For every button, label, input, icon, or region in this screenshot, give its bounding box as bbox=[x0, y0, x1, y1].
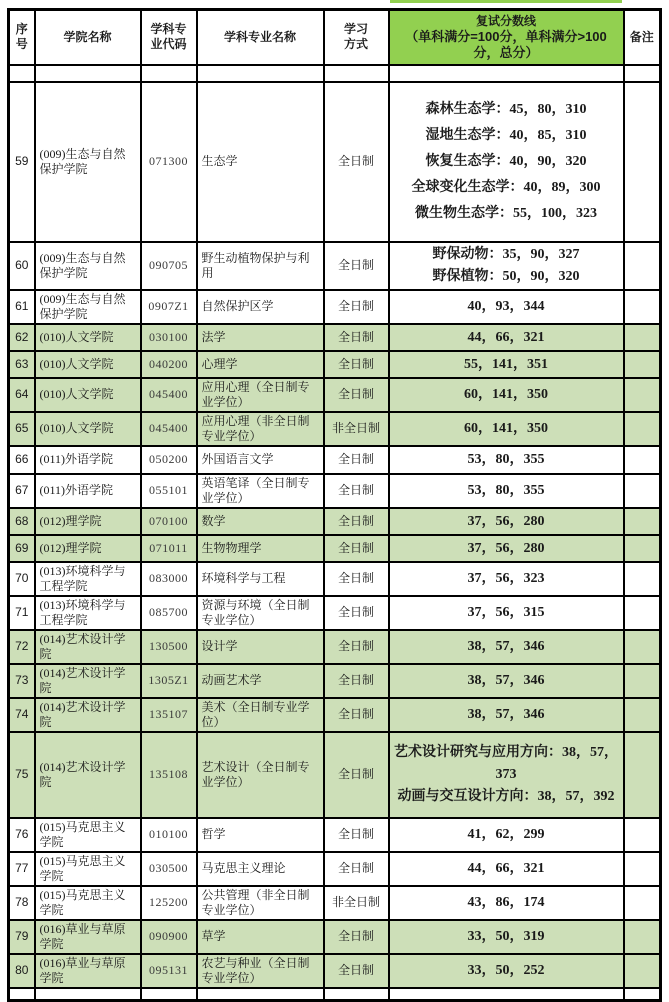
cell-college-name: (010)人文学院 bbox=[35, 412, 141, 446]
table-row bbox=[9, 242, 661, 290]
table-row bbox=[9, 412, 661, 446]
score-line: 湿地生态学：40，85，310 bbox=[425, 127, 587, 143]
score-line: 37，56，315 bbox=[467, 605, 545, 620]
cell-serial: 68 bbox=[9, 508, 35, 535]
score-line: 53，80，355 bbox=[467, 452, 545, 467]
cell-major-name: 野生动植物保护与利用 bbox=[197, 242, 324, 290]
cell-major-code: 055101 bbox=[141, 474, 197, 508]
score-line: 37，56，280 bbox=[467, 513, 545, 529]
cell-college-name: (016)草业与草原学院 bbox=[35, 954, 141, 988]
cell-study-mode bbox=[324, 988, 389, 1001]
cell-serial: 59 bbox=[9, 82, 35, 242]
cell-major-code: 071011 bbox=[141, 535, 197, 562]
cell-remark bbox=[624, 852, 661, 886]
cell-remark bbox=[624, 474, 661, 508]
score-header-title: 复试分数线 bbox=[475, 13, 536, 28]
cell-score-line bbox=[389, 324, 624, 351]
cell-remark bbox=[624, 664, 661, 698]
cell-remark bbox=[624, 988, 661, 1001]
col-header-major bbox=[197, 10, 324, 65]
cell-remark bbox=[624, 596, 661, 630]
cell-major-code: 030100 bbox=[141, 324, 197, 351]
score-line: 41，62，299 bbox=[467, 827, 545, 842]
cell-major-name: 农艺与种业（全日制专业学位） bbox=[197, 954, 324, 988]
cell-major-name: 马克思主义理论 bbox=[197, 852, 324, 886]
cell-major-name: 英语笔译（全日制专业学位） bbox=[197, 474, 324, 508]
score-line: 野保动物：35，90，327 bbox=[432, 246, 580, 262]
cell-remark bbox=[624, 698, 661, 732]
cell-college-name: (014)艺术设计学院 bbox=[35, 630, 141, 664]
header-row bbox=[9, 10, 661, 65]
cell-score-line bbox=[389, 474, 624, 508]
score-line: 全球变化生态学：40，89，300 bbox=[411, 179, 601, 195]
cell-study-mode: 全日制 bbox=[324, 508, 389, 535]
table-row bbox=[9, 630, 661, 664]
cell-major-name: 艺术设计（全日制专业学位） bbox=[197, 732, 324, 818]
cell-college-name: (009)生态与自然保护学院 bbox=[35, 82, 141, 242]
table-row bbox=[9, 290, 661, 324]
score-line: 43，86，174 bbox=[467, 895, 545, 910]
cell-serial: 69 bbox=[9, 535, 35, 562]
col-header-college-label: 学院名称 bbox=[63, 29, 112, 44]
cell-serial: 76 bbox=[9, 818, 35, 852]
cell-remark bbox=[624, 818, 661, 852]
score-line: 60，141，350 bbox=[464, 421, 548, 436]
cell-college-name bbox=[35, 65, 141, 82]
score-line: 森林生态学：45，80，310 bbox=[425, 101, 587, 117]
cell-major-name: 生态学 bbox=[197, 82, 324, 242]
cell-college-name: (014)艺术设计学院 bbox=[35, 698, 141, 732]
cell-score-line bbox=[389, 378, 624, 412]
cell-college-name: (015)马克思主义学院 bbox=[35, 852, 141, 886]
cell-score-line bbox=[389, 65, 624, 82]
cell-study-mode: 全日制 bbox=[324, 562, 389, 596]
cell-major-name: 资源与环境（全日制专业学位） bbox=[197, 596, 324, 630]
col-header-score bbox=[389, 10, 624, 65]
cell-score-line bbox=[389, 535, 624, 562]
cell-score-line bbox=[389, 920, 624, 954]
cell-major-code: 010100 bbox=[141, 818, 197, 852]
col-header-remark-label: 备注 bbox=[629, 29, 654, 44]
cell-serial: 66 bbox=[9, 446, 35, 474]
col-header-college bbox=[35, 10, 141, 65]
cell-score-line bbox=[389, 242, 624, 290]
col-header-code bbox=[141, 10, 197, 65]
cell-score-line bbox=[389, 596, 624, 630]
cell-score-line bbox=[389, 508, 624, 535]
cell-remark bbox=[624, 351, 661, 378]
cropped-row-artifact bbox=[390, 0, 622, 3]
cell-serial: 63 bbox=[9, 351, 35, 378]
cell-study-mode: 全日制 bbox=[324, 698, 389, 732]
cell-major-code: 090900 bbox=[141, 920, 197, 954]
table-row bbox=[9, 446, 661, 474]
cell-major-code bbox=[141, 65, 197, 82]
cell-study-mode: 全日制 bbox=[324, 732, 389, 818]
cell-college-name: (014)艺术设计学院 bbox=[35, 664, 141, 698]
cell-remark bbox=[624, 954, 661, 988]
cell-major-name bbox=[197, 988, 324, 1001]
cell-serial: 70 bbox=[9, 562, 35, 596]
cell-major-name: 生物物理学 bbox=[197, 535, 324, 562]
cell-major-code: 085700 bbox=[141, 596, 197, 630]
cell-serial: 75 bbox=[9, 732, 35, 818]
cell-study-mode: 全日制 bbox=[324, 818, 389, 852]
cell-major-name: 环境科学与工程 bbox=[197, 562, 324, 596]
cell-major-code: 135108 bbox=[141, 732, 197, 818]
table-row bbox=[9, 698, 661, 732]
cell-remark bbox=[624, 535, 661, 562]
cell-serial: 60 bbox=[9, 242, 35, 290]
table-row bbox=[9, 324, 661, 351]
cell-major-name: 哲学 bbox=[197, 818, 324, 852]
score-line: 53，80，355 bbox=[467, 483, 545, 498]
score-line: 37，56，280 bbox=[467, 540, 545, 556]
table-row bbox=[9, 664, 661, 698]
cell-score-line bbox=[389, 351, 624, 378]
cell-major-name: 数学 bbox=[197, 508, 324, 535]
cell-study-mode: 全日制 bbox=[324, 324, 389, 351]
cell-major-code: 045400 bbox=[141, 412, 197, 446]
table-row bbox=[9, 954, 661, 988]
cell-serial: 65 bbox=[9, 412, 35, 446]
table-row bbox=[9, 351, 661, 378]
score-line: 33，50，252 bbox=[467, 963, 545, 978]
col-header-code-label: 学科专业代码 bbox=[150, 22, 187, 52]
cell-study-mode: 全日制 bbox=[324, 351, 389, 378]
score-line: 恢复生态学：40，90，320 bbox=[425, 153, 587, 169]
cell-college-name: (011)外语学院 bbox=[35, 474, 141, 508]
cell-remark bbox=[624, 508, 661, 535]
cell-college-name: (010)人文学院 bbox=[35, 324, 141, 351]
cell-college-name: (014)艺术设计学院 bbox=[35, 732, 141, 818]
score-line: 野保植物：50，90，320 bbox=[432, 268, 580, 284]
cell-serial: 61 bbox=[9, 290, 35, 324]
cell-study-mode: 全日制 bbox=[324, 954, 389, 988]
cell-major-name bbox=[197, 65, 324, 82]
cell-college-name: (009)生态与自然保护学院 bbox=[35, 242, 141, 290]
table-row bbox=[9, 474, 661, 508]
cell-remark bbox=[624, 378, 661, 412]
cell-college-name: (015)马克思主义学院 bbox=[35, 818, 141, 852]
score-line: 40，93，344 bbox=[467, 299, 545, 314]
cell-college-name: (010)人文学院 bbox=[35, 351, 141, 378]
cell-score-line bbox=[389, 562, 624, 596]
col-header-seq bbox=[9, 10, 35, 65]
cell-remark bbox=[624, 82, 661, 242]
cell-college-name: (010)人文学院 bbox=[35, 378, 141, 412]
cell-major-name: 自然保护区学 bbox=[197, 290, 324, 324]
cell-score-line bbox=[389, 886, 624, 920]
cell-major-code: 090705 bbox=[141, 242, 197, 290]
cell-remark bbox=[624, 630, 661, 664]
cell-study-mode: 全日制 bbox=[324, 446, 389, 474]
cell-major-code: 135107 bbox=[141, 698, 197, 732]
cell-serial: 78 bbox=[9, 886, 35, 920]
cell-score-line bbox=[389, 290, 624, 324]
cell-score-line bbox=[389, 664, 624, 698]
cell-major-code: 030500 bbox=[141, 852, 197, 886]
score-line: 动画与交互设计方向：38，57，392 bbox=[397, 788, 615, 804]
cell-serial: 72 bbox=[9, 630, 35, 664]
cell-major-code: 070100 bbox=[141, 508, 197, 535]
cell-study-mode: 非全日制 bbox=[324, 412, 389, 446]
cell-study-mode: 全日制 bbox=[324, 290, 389, 324]
cell-major-code: 125200 bbox=[141, 886, 197, 920]
table-row bbox=[9, 732, 661, 818]
cell-score-line bbox=[389, 446, 624, 474]
table-row bbox=[9, 852, 661, 886]
cell-study-mode: 全日制 bbox=[324, 242, 389, 290]
cell-study-mode: 全日制 bbox=[324, 378, 389, 412]
table-row bbox=[9, 82, 661, 242]
cell-college-name: (015)马克思主义学院 bbox=[35, 886, 141, 920]
cell-college-name: (013)环境科学与工程学院 bbox=[35, 596, 141, 630]
cell-remark bbox=[624, 562, 661, 596]
cell-major-name: 法学 bbox=[197, 324, 324, 351]
table-row bbox=[9, 508, 661, 535]
col-header-major-label: 学科专业名称 bbox=[223, 29, 296, 44]
score-line: 44，66，321 bbox=[467, 861, 545, 876]
table-row bbox=[9, 378, 661, 412]
cell-major-code: 083000 bbox=[141, 562, 197, 596]
cell-major-code: 130500 bbox=[141, 630, 197, 664]
cell-major-name: 心理学 bbox=[197, 351, 324, 378]
table-row bbox=[9, 886, 661, 920]
cell-major-name: 应用心理（非全日制专业学位） bbox=[197, 412, 324, 446]
cell-score-line bbox=[389, 732, 624, 818]
table-row bbox=[9, 535, 661, 562]
cell-serial: 71 bbox=[9, 596, 35, 630]
table-row bbox=[9, 65, 661, 82]
cell-study-mode: 全日制 bbox=[324, 852, 389, 886]
cell-score-line bbox=[389, 852, 624, 886]
cell-study-mode bbox=[324, 65, 389, 82]
cell-remark bbox=[624, 242, 661, 290]
score-line: 60，141，350 bbox=[464, 387, 548, 402]
cell-major-name: 设计学 bbox=[197, 630, 324, 664]
cell-serial: 64 bbox=[9, 378, 35, 412]
cell-major-name: 草学 bbox=[197, 920, 324, 954]
col-header-mode bbox=[324, 10, 389, 65]
cell-college-name: (009)生态与自然保护学院 bbox=[35, 290, 141, 324]
cell-serial: 79 bbox=[9, 920, 35, 954]
col-header-seq-label: 序号 bbox=[15, 22, 28, 52]
cell-major-code: 050200 bbox=[141, 446, 197, 474]
cell-remark bbox=[624, 412, 661, 446]
table-row bbox=[9, 818, 661, 852]
cell-major-code: 040200 bbox=[141, 351, 197, 378]
score-line: 38，57，346 bbox=[467, 673, 545, 688]
cell-serial: 73 bbox=[9, 664, 35, 698]
cell-serial: 62 bbox=[9, 324, 35, 351]
cell-major-name: 应用心理（全日制专业学位） bbox=[197, 378, 324, 412]
cell-study-mode: 全日制 bbox=[324, 920, 389, 954]
cell-study-mode: 非全日制 bbox=[324, 886, 389, 920]
cell-college-name: (011)外语学院 bbox=[35, 446, 141, 474]
score-header-subtitle: （单科满分=100分，单科满分>100分，总分） bbox=[405, 28, 607, 60]
cell-remark bbox=[624, 732, 661, 818]
cell-college-name: (012)理学院 bbox=[35, 535, 141, 562]
cell-remark bbox=[624, 65, 661, 82]
table-row bbox=[9, 988, 661, 1001]
cell-serial: 67 bbox=[9, 474, 35, 508]
cell-major-name: 美术（全日制专业学位） bbox=[197, 698, 324, 732]
cell-study-mode: 全日制 bbox=[324, 664, 389, 698]
cell-college-name bbox=[35, 988, 141, 1001]
cell-study-mode: 全日制 bbox=[324, 474, 389, 508]
cell-serial: 80 bbox=[9, 954, 35, 988]
col-header-remark bbox=[624, 10, 661, 65]
cell-remark bbox=[624, 324, 661, 351]
cell-study-mode: 全日制 bbox=[324, 82, 389, 242]
admission-score-table bbox=[7, 8, 662, 1002]
score-line: 艺术设计研究与应用方向：38，57，373 bbox=[394, 744, 618, 782]
cell-remark bbox=[624, 886, 661, 920]
cell-serial bbox=[9, 988, 35, 1001]
cell-college-name: (013)环境科学与工程学院 bbox=[35, 562, 141, 596]
col-header-mode-label: 学习方式 bbox=[343, 22, 368, 52]
cell-major-name: 公共管理（非全日制专业学位） bbox=[197, 886, 324, 920]
cell-score-line bbox=[389, 818, 624, 852]
score-line: 55，141，351 bbox=[464, 356, 548, 372]
cell-score-line bbox=[389, 412, 624, 446]
cell-study-mode: 全日制 bbox=[324, 535, 389, 562]
cell-college-name: (012)理学院 bbox=[35, 508, 141, 535]
table-row bbox=[9, 920, 661, 954]
cell-college-name: (016)草业与草原学院 bbox=[35, 920, 141, 954]
cell-major-name: 动画艺术学 bbox=[197, 664, 324, 698]
cell-score-line bbox=[389, 630, 624, 664]
cell-major-code: 071300 bbox=[141, 82, 197, 242]
table-body bbox=[9, 65, 661, 1001]
score-line: 38，57，346 bbox=[467, 707, 545, 722]
cell-score-line bbox=[389, 954, 624, 988]
cell-remark bbox=[624, 446, 661, 474]
cell-remark bbox=[624, 920, 661, 954]
cell-score-line bbox=[389, 988, 624, 1001]
cell-major-code: 0907Z1 bbox=[141, 290, 197, 324]
score-line: 44，66，321 bbox=[467, 329, 545, 345]
score-line: 37，56，323 bbox=[467, 571, 545, 586]
cell-study-mode: 全日制 bbox=[324, 596, 389, 630]
score-line: 微生物生态学：55，100，323 bbox=[415, 205, 597, 221]
score-line: 38，57，346 bbox=[467, 639, 545, 654]
cell-major-code: 045400 bbox=[141, 378, 197, 412]
cell-major-code bbox=[141, 988, 197, 1001]
cell-serial bbox=[9, 65, 35, 82]
cell-serial: 74 bbox=[9, 698, 35, 732]
score-line: 33，50，319 bbox=[467, 929, 545, 944]
cell-major-code: 1305Z1 bbox=[141, 664, 197, 698]
table-row bbox=[9, 596, 661, 630]
cell-score-line bbox=[389, 82, 624, 242]
cell-serial: 77 bbox=[9, 852, 35, 886]
cell-remark bbox=[624, 290, 661, 324]
table-row bbox=[9, 562, 661, 596]
cell-study-mode: 全日制 bbox=[324, 630, 389, 664]
cell-major-code: 095131 bbox=[141, 954, 197, 988]
cell-major-name: 外国语言文学 bbox=[197, 446, 324, 474]
cell-score-line bbox=[389, 698, 624, 732]
